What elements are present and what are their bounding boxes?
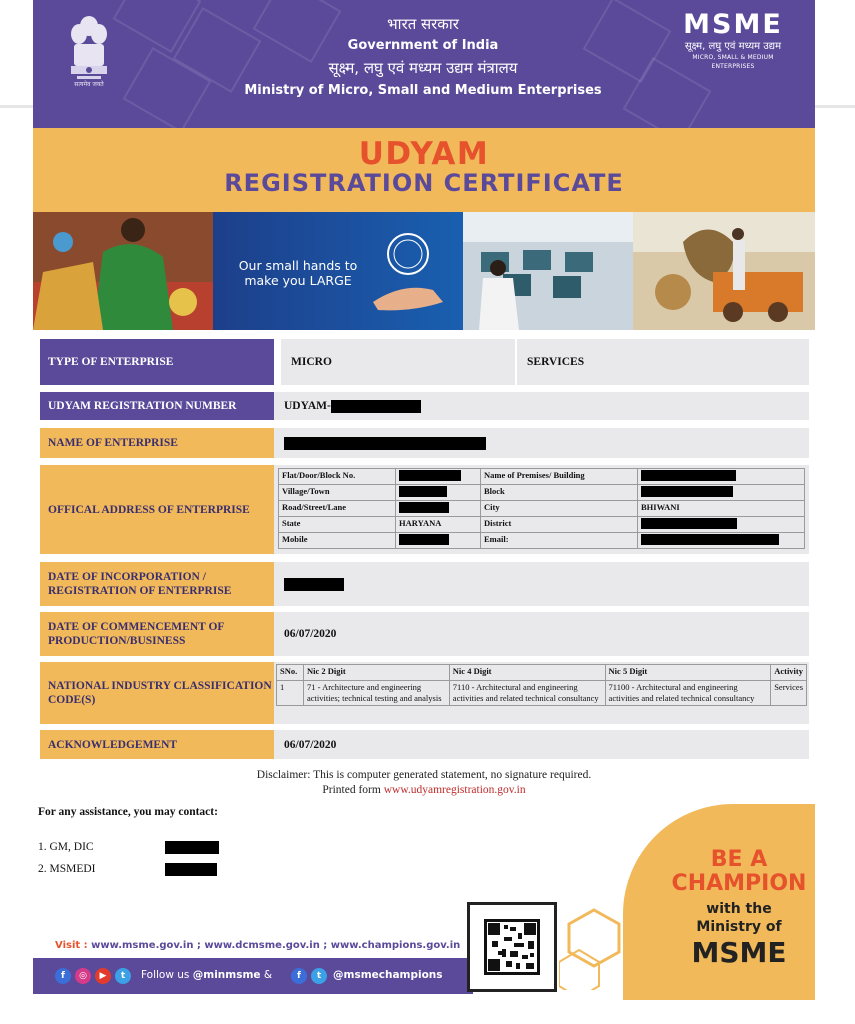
ack-label: ACKNOWLEDGEMENT (40, 730, 274, 759)
udyam-link[interactable]: www.udyamregistration.gov.in (383, 784, 526, 796)
visit-urls[interactable]: www.msme.gov.in ; www.dcmsme.gov.in ; www.champions.gov.in (91, 940, 461, 951)
title-registration-certificate: REGISTRATION CERTIFICATE (224, 169, 624, 197)
hindi-govt: भारत सरकार (387, 15, 459, 33)
incorporation-value (274, 562, 809, 606)
msme-logo: MSME सूक्ष्म, लघु एवं मध्यम उद्यम MICRO, SMALL & MEDIUM ENTERPRISES (683, 9, 783, 70)
commencement-label: DATE OF COMMENCEMENT OF PRODUCTION/BUSINESS (40, 612, 274, 656)
handle-minmsme[interactable]: @minmsme (192, 969, 261, 981)
right-rule (815, 105, 855, 108)
qr-code (467, 902, 557, 992)
redaction (331, 400, 421, 413)
redaction (165, 863, 217, 876)
address-table: Flat/Door/Block No. Name of Premises/ Building Village/Town Block Road/Street/Lane City BHIWANI State HARYANA District Mobile Email: (278, 468, 805, 549)
type-value-services: SERVICES (517, 339, 809, 385)
hex-decoration (559, 900, 629, 990)
certificate (33, 0, 815, 1000)
name-value (274, 428, 809, 458)
qr-code-icon (470, 905, 554, 989)
champion-line3: with the (706, 901, 772, 917)
hindi-ministry: सूक्ष्म, लघु एवं मध्यम उद्यम मंत्रालय (328, 59, 518, 77)
redaction (284, 437, 486, 450)
ack-value: 06/07/2020 (274, 730, 809, 759)
champion-badge (623, 804, 815, 1000)
follow-label: Follow us (141, 969, 190, 981)
social-footer: f ◎ ▶ t Follow us @minmsme & f t @msmechampions (33, 958, 473, 994)
twitter-icon[interactable]: t (311, 968, 327, 984)
redaction (284, 578, 344, 591)
instagram-icon[interactable]: ◎ (75, 968, 91, 984)
govt-of-india: Government of India (347, 38, 499, 53)
champion-line4: Ministry of (696, 919, 782, 935)
redaction (165, 841, 219, 854)
type-value-micro: MICRO (281, 339, 515, 385)
name-label: NAME OF ENTERPRISE (40, 428, 274, 458)
visit-links: Visit : www.msme.gov.in ; www.dcmsme.gov.in ; www.champions.gov.in (55, 940, 461, 951)
incorporation-label: DATE OF INCORPORATION / REGISTRATION OF ENTERPRISE (40, 562, 274, 606)
contact-msmedi: 2. MSMEDI (38, 863, 96, 875)
contact-gm-dic: 1. GM, DIC (38, 841, 94, 853)
banner-photos (33, 212, 815, 330)
title-udyam: UDYAM (358, 136, 490, 172)
reg-number-value: UDYAM- (274, 392, 809, 420)
nic-block (274, 662, 809, 724)
emblem-motto: सत्यमेव जयते (74, 81, 104, 88)
type-label: TYPE OF ENTERPRISE (40, 339, 274, 385)
banner-tagline: Our small hands to make you LARGE (238, 258, 358, 288)
photo-banner (33, 212, 815, 330)
facebook-icon[interactable]: f (55, 968, 71, 984)
title-band (33, 128, 815, 212)
facebook-icon[interactable]: f (291, 968, 307, 984)
left-rule (0, 105, 33, 108)
header (33, 0, 815, 128)
champion-line1: BE A (710, 847, 768, 872)
address-block (274, 465, 809, 554)
disclaimer: Disclaimer: This is computer generated statement, no signature required. (256, 769, 592, 781)
nic-table: SNo. Nic 2 Digit Nic 4 Digit Nic 5 Digit Activity 1 71 - Architecture and engineering activities; technical testing and analysis 7110 - Architectural and engineering activities and related technical consultancy 71100 - Architectural and engineering activities and related technical consultancy Services (276, 664, 807, 706)
nic-label: NATIONAL INDUSTRY CLASSIFICATION CODE(S) (40, 662, 274, 724)
champion-line2: CHAMPION (671, 871, 807, 896)
champion-msme: MSME (691, 936, 787, 969)
handle-msmechampions[interactable]: @msmechampions (333, 969, 443, 981)
youtube-icon[interactable]: ▶ (95, 968, 111, 984)
reg-number-label: UDYAM REGISTRATION NUMBER (40, 392, 274, 420)
contact-heading: For any assistance, you may contact: (38, 806, 218, 818)
twitter-icon[interactable]: t (115, 968, 131, 984)
commencement-value: 06/07/2020 (274, 612, 809, 656)
address-label: OFFICAL ADDRESS OF ENTERPRISE (40, 465, 274, 554)
ministry-name: Ministry of Micro, Small and Medium Enterprises (244, 83, 602, 98)
printed-form: Printed form www.udyamregistration.gov.in (322, 784, 526, 796)
